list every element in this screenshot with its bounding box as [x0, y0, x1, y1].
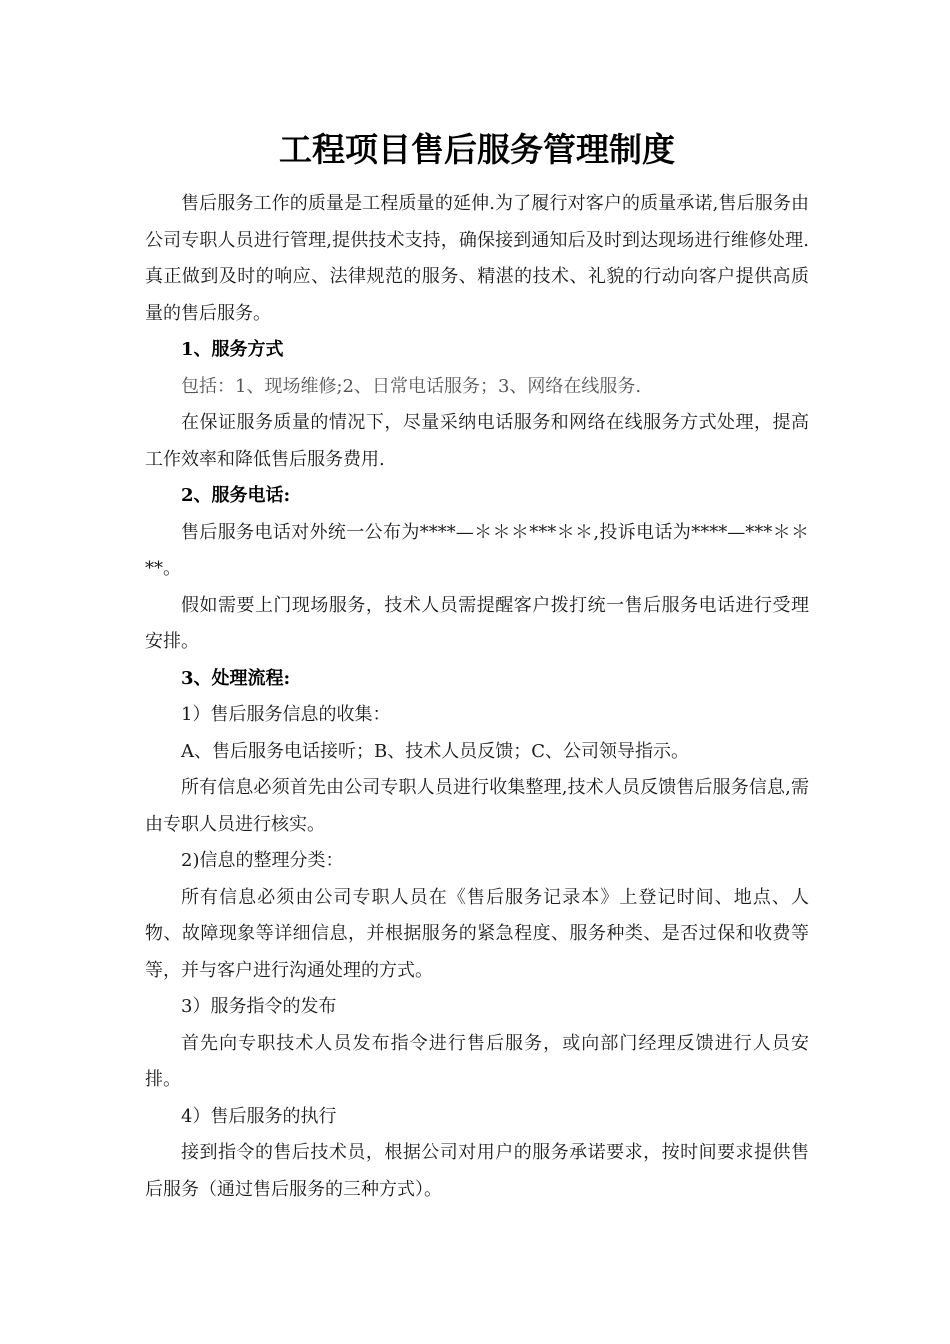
paragraph-phone-numbers: 售后服务电话对外统一公布为****—＊＊＊***＊＊,投诉电话为****—***＊＊**。 — [145, 521, 809, 579]
section-heading-process: 3、处理流程: — [181, 667, 291, 689]
section-heading-service-phone: 2、服务电话: — [181, 485, 291, 506]
paragraph-step-4: 4）售后服务的执行 — [181, 1105, 337, 1127]
paragraph-instruction-release: 首先向专职技术人员发布指令进行售后服务，或向部门经理反馈进行人员安排。 — [145, 1032, 809, 1090]
document-title: 工程项目售后服务管理制度 — [279, 130, 675, 169]
paragraph-intro: 售后服务工作的质量是工程质量的延伸.为了履行对客户的质量承诺,售后服务由公司专职人员进行管理,提供技术支持，确保接到通知后及时到达现场进行维修处理.真正做到及时的响应、法律规范的服务、精湛的技术、礼貌的行动向客户提供高质量的售后服务。 — [145, 193, 809, 324]
paragraph-info-classification: 所有信息必须由公司专职人员在《售后服务记录本》上登记时间、地点、人物、故障现象等详细信息，并根据服务的紧急程度、服务种类、是否过保和收费等等，并与客户进行沟通处理的方式。 — [145, 886, 809, 981]
document-body — [145, 186, 809, 1208]
section-heading-service-method: 1、服务方式 — [181, 339, 284, 360]
paragraph-step-2: 2)信息的整理分类： — [181, 850, 344, 871]
paragraph-service-quality: 在保证服务质量的情况下，尽量采纳电话服务和网络在线服务方式处理，提高工作效率和降低售后服务费用. — [145, 412, 809, 470]
paragraph-step-1: 1）售后服务信息的收集： — [181, 704, 391, 725]
paragraph-step-3: 3）服务指令的发布 — [181, 996, 337, 1017]
paragraph-info-sources: A、售后服务电话接听；B、技术人员反馈；C、公司领导指示。 — [181, 740, 689, 762]
paragraph-service-methods: 包括：1、现场维修;2、日常电话服务；3、网络在线服务. — [181, 375, 642, 397]
paragraph-info-collection: 所有信息必须首先由公司专职人员进行收集整理,技术人员反馈售后服务信息,需由专职人员进行核实。 — [145, 777, 809, 835]
paragraph-execution: 接到指令的售后技术员，根据公司对用户的服务承诺要求，按时间要求提供售后服务（通过售后服务的三种方式）。 — [145, 1142, 809, 1200]
paragraph-onsite-service: 假如需要上门现场服务，技术人员需提醒客户拨打统一售后服务电话进行受理安排。 — [145, 594, 809, 652]
